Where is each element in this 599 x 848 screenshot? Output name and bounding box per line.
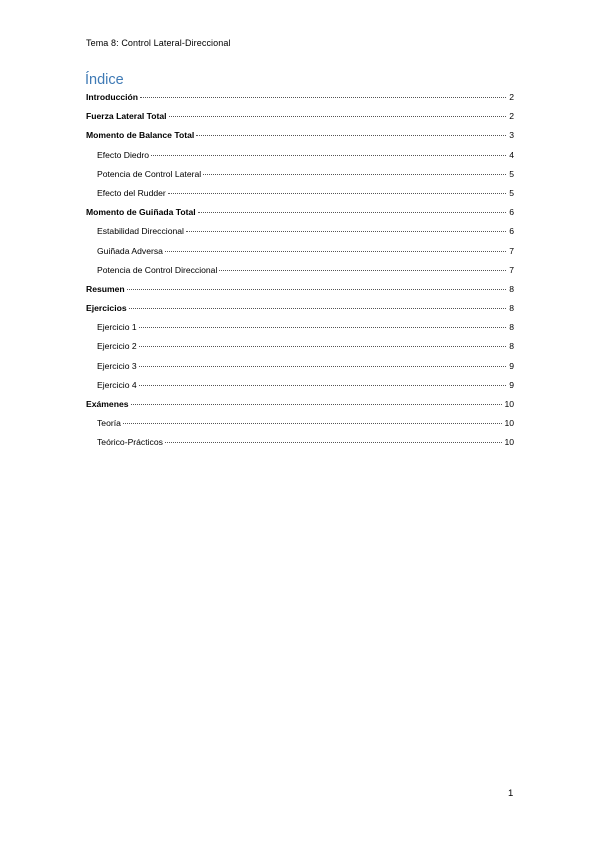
toc-entry-label: Estabilidad Direccional xyxy=(97,226,184,237)
toc-entry-page: 9 xyxy=(509,360,514,371)
toc-entry-page: 3 xyxy=(509,130,514,141)
toc-entry-label: Ejercicio 3 xyxy=(97,360,137,371)
toc-entry-page: 8 xyxy=(509,322,514,333)
toc-entry-label: Ejercicio 4 xyxy=(97,379,137,390)
toc-entry[interactable] xyxy=(86,418,514,437)
toc-entry-label: Introducción xyxy=(86,92,139,102)
toc-entry[interactable] xyxy=(86,246,514,265)
toc-entry-label: Momento de Balance Total xyxy=(86,130,195,141)
toc-entry-page: 8 xyxy=(509,303,514,314)
toc-entry-page: 4 xyxy=(509,149,514,160)
toc-dot-leader xyxy=(139,366,506,367)
toc-entry[interactable] xyxy=(86,150,514,169)
toc-dot-leader xyxy=(123,423,503,424)
toc-entry[interactable] xyxy=(86,265,514,284)
toc-entry[interactable] xyxy=(86,361,514,380)
toc-entry-label: Fuerza Lateral Total xyxy=(86,111,167,122)
toc-dot-leader xyxy=(139,346,506,347)
toc-dot-leader xyxy=(140,97,506,98)
toc-entry-page: 10 xyxy=(504,418,514,429)
toc-entry-label: Momento de Guiñada Total xyxy=(86,207,196,218)
toc-dot-leader xyxy=(139,327,506,328)
toc-entry-page: 9 xyxy=(509,379,514,390)
toc-entry-label: Guiñada Adversa xyxy=(97,245,163,256)
toc-entry-label: Teoría xyxy=(97,418,121,429)
toc-entry-label: Ejercicios xyxy=(86,303,127,314)
toc-dot-leader xyxy=(127,289,506,290)
toc-entry-page: 7 xyxy=(509,245,514,256)
toc-dot-leader xyxy=(131,404,503,405)
page-number: 1 xyxy=(508,788,514,799)
toc-entry-page: 7 xyxy=(509,264,514,275)
toc-entry-page: 2 xyxy=(509,111,514,122)
toc-dot-leader xyxy=(196,135,506,136)
toc-entry-page: 5 xyxy=(509,168,514,179)
toc-dot-leader xyxy=(168,193,506,194)
toc-entry-label: Efecto del Rudder xyxy=(97,187,166,198)
toc-entry-label: Potencia de Control Lateral xyxy=(97,168,202,179)
toc-entry-label: Potencia de Control Direccional xyxy=(97,264,218,275)
toc-entry[interactable] xyxy=(86,130,514,149)
toc-entry[interactable] xyxy=(86,188,514,207)
toc-entry-label: Ejercicio 2 xyxy=(97,341,137,352)
toc-dot-leader xyxy=(165,442,503,443)
toc-title: Índice xyxy=(85,72,124,88)
toc-entry-page: 8 xyxy=(509,341,514,352)
toc-dot-leader xyxy=(151,155,506,156)
toc-entry[interactable] xyxy=(86,322,514,341)
toc-dot-leader xyxy=(219,270,506,271)
toc-entry[interactable] xyxy=(86,92,514,111)
toc-entry-label: Efecto Diedro xyxy=(97,149,150,160)
toc-entry[interactable] xyxy=(86,380,514,399)
toc-entry-page: 10 xyxy=(504,399,514,409)
page-header: Tema 8: Control Lateral-Direccional xyxy=(86,38,231,48)
toc-dot-leader xyxy=(165,251,506,252)
toc-dot-leader xyxy=(129,308,506,309)
toc-dot-leader xyxy=(169,116,506,117)
toc-entry-label: Teórico-Prácticos xyxy=(97,437,163,448)
toc-entry-label: Exámenes xyxy=(86,399,129,409)
toc-entry[interactable] xyxy=(86,111,514,130)
toc-entry-page: 6 xyxy=(509,226,514,237)
toc-dot-leader xyxy=(198,212,506,213)
toc-entry[interactable] xyxy=(86,207,514,226)
toc-entry-page: 2 xyxy=(509,92,514,102)
toc-entry[interactable] xyxy=(86,437,514,456)
toc-dot-leader xyxy=(203,174,506,175)
toc-entry[interactable] xyxy=(86,341,514,360)
table-of-contents xyxy=(86,92,514,457)
toc-entry[interactable] xyxy=(86,284,514,303)
toc-entry-label: Ejercicio 1 xyxy=(97,322,137,333)
toc-entry[interactable] xyxy=(86,303,514,322)
toc-entry[interactable] xyxy=(86,399,514,418)
toc-entry-label: Resumen xyxy=(86,283,125,294)
toc-dot-leader xyxy=(186,231,506,232)
toc-entry-page: 8 xyxy=(509,283,514,294)
toc-entry[interactable] xyxy=(86,169,514,188)
toc-entry-page: 10 xyxy=(504,437,514,448)
toc-entry-page: 6 xyxy=(509,207,514,218)
toc-entry[interactable] xyxy=(86,226,514,245)
toc-entry-page: 5 xyxy=(509,187,514,198)
toc-dot-leader xyxy=(139,385,506,386)
